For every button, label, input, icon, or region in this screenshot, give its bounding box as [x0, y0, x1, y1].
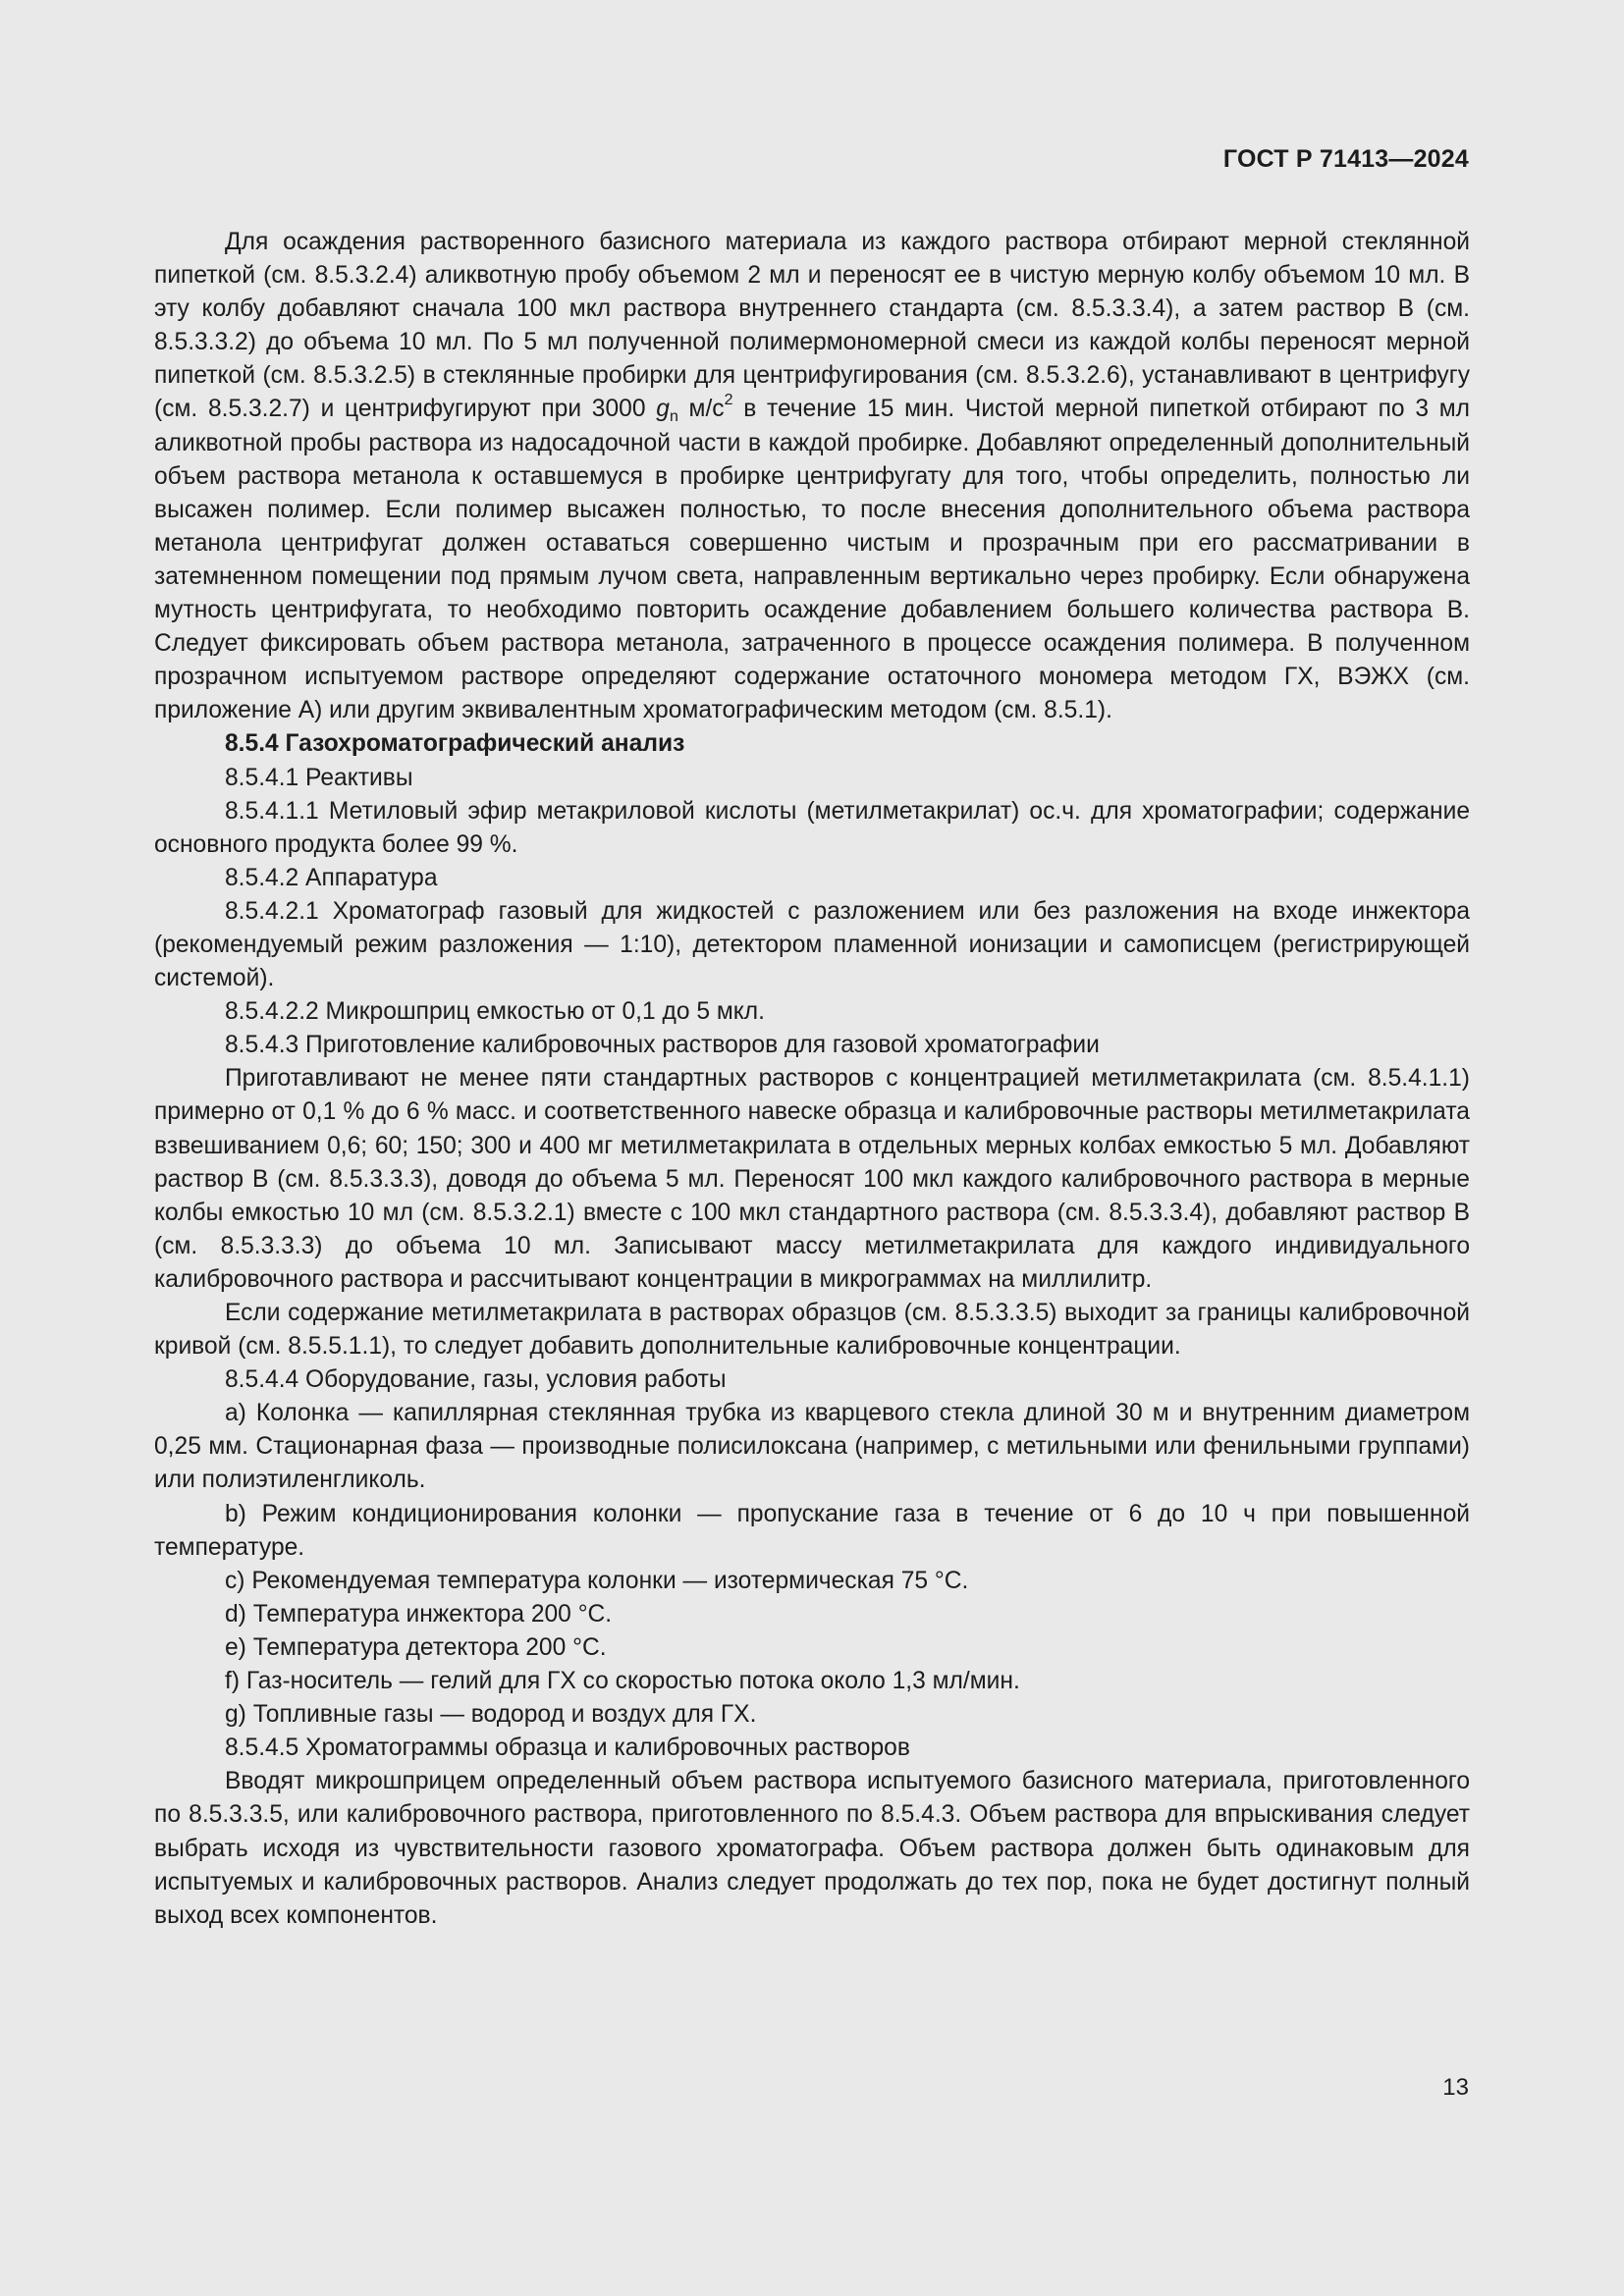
paragraph-final: Вводят микрошприцем определенный объем раствора испытуемого базисного материала, приготовленного по 8.5.3.3.5, или калибровочного раствора, приготовленного по 8.5.4.3. Объем раствора для впрыскивания следует выбрать исходя из чувствительности газового хроматографа. Объем раствора должен быть одинаковым для испытуемых и калибровочных растворов. Анализ следует продолжать до тех пор, пока не будет достигнут полный выход всех компонентов.	[154, 1768, 1470, 1929]
heading-8-5-4-1: 8.5.4.1 Реактивы	[225, 764, 413, 791]
paragraph-8-5-4-2-2: 8.5.4.2.2 Микрошприц емкостью от 0,1 до 5 мкл.	[225, 998, 765, 1026]
page-body	[154, 226, 1470, 1933]
heading-8-5-4-4: 8.5.4.4 Оборудование, газы, условия работы	[225, 1366, 727, 1394]
page-number: 13	[1442, 2074, 1469, 2101]
paragraph-precipitation	[154, 226, 1470, 727]
list-item-c: c) Рекомендуемая температура колонки — изотермическая 75 °C.	[225, 1567, 969, 1594]
paragraph-text-part2: в течение 15 мин. Чистой мерной пипеткой отбирают по 3 мл аликвотной пробы раствора из надосадочной части в каждой пробирке. Добавляют определенный дополнительный объем раствора метанола к оставшемуся в пробирке центрифугату для того, чтобы определить, полностью ли высажен полимер. Если полимер высажен полностью, то после внесения дополнительного объема раствора метанола центрифугат должен оставаться совершенно чистым и прозрачным при его рассматривании в затемненном помещении под прямым лучом света, направленным вертикально через пробирку. Если обнаружена мутность центрифугата, то необходимо повторить осаждение добавлением большего количества раствора B. Следует фиксировать объем раствора метанола, затраченного в процессе осаждения полимера. В полученном прозрачном испытуемом растворе определяют содержание остаточного мономера методом ГХ, ВЭЖХ (см. приложение А) или другим эквивалентным хроматографическим методом (см. 8.5.1).	[154, 396, 1470, 724]
unit-superscript: 2	[724, 392, 733, 409]
paragraph-calibration-2: Если содержание метилметакрилата в растворах образцов (см. 8.5.3.3.5) выходит за границы калибровочной кривой (см. 8.5.5.1.1), то следует добавить дополнительные калибровочные концентрации.	[154, 1300, 1470, 1361]
list-item-g: g) Топливные газы — водород и воздух для ГХ.	[225, 1701, 757, 1729]
list-item-f: f) Газ-носитель — гелий для ГХ со скоростью потока около 1,3 мл/мин.	[225, 1668, 1020, 1695]
heading-8-5-4-3: 8.5.4.3 Приготовление калибровочных растворов для газовой хроматографии	[225, 1032, 1100, 1059]
g-subscript: n	[669, 408, 678, 426]
paragraph-calibration-1: Приготавливают не менее пяти стандартных растворов с концентрацией метилметакрилата (см. 8.5.4.1.1) примерно от 0,1 % до 6 % масс. и соответственного навеске образца и калибровочные растворы метилметакрилата взвешиванием 0,6; 60; 150; 300 и 400 мг метилметакрилата в отдельных мерных колбах емкостью 5 мл. Добавляют раствор B (см. 8.5.3.3.3), доводя до объема 5 мл. Переносят 100 мкл каждого калибровочного раствора в мерные колбы емкостью 10 мл (см. 8.5.3.2.1) вместе с 100 мкл стандартного раствора (см. 8.5.3.3.4), добавляют раствор B (см. 8.5.3.3.3) до объема 10 мл. Записывают массу метилметакрилата для каждого индивидуального калибровочного раствора и рассчитывают концентрации в микрограммах на миллилитр.	[154, 1065, 1470, 1293]
list-item-a: a) Колонка — капиллярная стеклянная трубка из кварцевого стекла длиной 30 м и внутренним диаметром 0,25 мм. Стационарная фаза — производные полисилоксана (например, с метильными или фенильными группами) или полиэтиленгликоль.	[154, 1400, 1470, 1494]
paragraph-text-part1: Для осаждения растворенного базисного материала из каждого раствора отбирают мерной стеклянной пипеткой (см. 8.5.3.2.4) аликвотную пробу объемом 2 мл и переносят ее в чистую мерную колбу объемом 10 мл. В эту колбу добавляют сначала 100 мкл раствора внутреннего стандарта (см. 8.5.3.3.4), а затем раствор B (см. 8.5.3.3.2) до объема 10 мл. По 5 мл полученной полимермономерной смеси из каждой колбы переносят мерной пипеткой (см. 8.5.3.2.5) в стеклянные пробирки для центрифугирования (см. 8.5.3.2.6), устанавливают в центрифугу (см. 8.5.3.2.7) и центрифугируют при 3000	[154, 229, 1470, 423]
paragraph-8-5-4-1-1: 8.5.4.1.1 Метиловый эфир метакриловой кислоты (метилметакрилат) ос.ч. для хроматографии; содержание основного продукта более 99 %.	[154, 797, 1470, 858]
list-item-e: e) Температура детектора 200 °C.	[225, 1633, 607, 1661]
paragraph-8-5-4-2-1: 8.5.4.2.1 Хроматограф газовый для жидкостей с разложением или без разложения на входе инжектора (рекомендуемый режим разложения — 1:10), детектором пламенной ионизации и самописцем (регистрирующей системой).	[154, 897, 1470, 992]
list-item-d: d) Температура инжектора 200 °C.	[225, 1600, 613, 1628]
document-id-header: ГОСТ Р 71413—2024	[1222, 145, 1469, 173]
heading-8-5-4: 8.5.4 Газохроматографический анализ	[225, 730, 685, 758]
heading-8-5-4-5: 8.5.4.5 Хроматограммы образца и калибровочных растворов	[225, 1735, 910, 1762]
g-symbol: g	[656, 396, 670, 423]
unit-text: м/с	[677, 396, 725, 423]
list-item-b: b) Режим кондиционирования колонки — пропускание газа в течение от 6 до 10 ч при повышенной температуре.	[154, 1500, 1470, 1561]
heading-8-5-4-2: 8.5.4.2 Аппаратура	[225, 864, 438, 891]
